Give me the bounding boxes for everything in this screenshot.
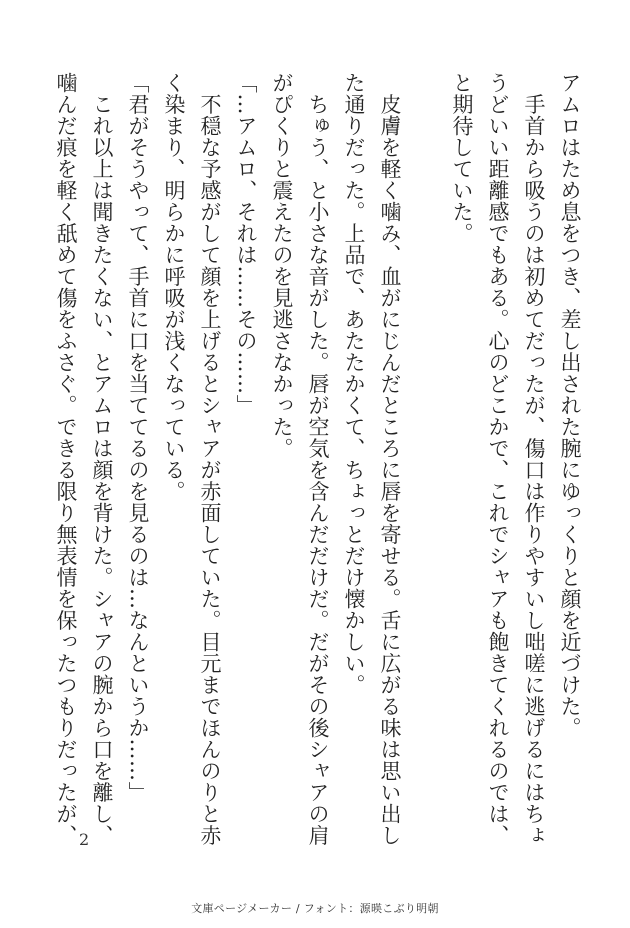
blank-line xyxy=(408,72,444,824)
text-line: 不穏な予感がして顔を上げるとシャアが赤面していた。目元までほんのりと赤 xyxy=(198,72,222,846)
text-line: これ以上は聞きたくない、とアムロは顔を背けた。シャアの腕から口を離し、 xyxy=(90,72,114,846)
vertical-body-text xyxy=(48,72,588,846)
footer-credit: 文庫ページメーカー / フォント：源暎こぶり明朝 xyxy=(191,902,439,915)
text-line: ちゅう、と小さな音がした。唇が空気を含んだだけだ。だがその後シャアの肩 xyxy=(306,72,330,846)
text-line: がぴくりと震えたのを見逃さなかった。 xyxy=(270,72,294,459)
text-line: うどいい距離感でもある。心のどこかで、これでシャアも飽きてくれるのでは、 xyxy=(486,72,510,846)
page-number: 2 xyxy=(79,830,90,849)
text-line: 皮膚を軽く噛み、血がにじんだところに唇を寄せる。舌に広がる味は思い出し xyxy=(378,72,402,846)
text-line: た通りだった。上品で、あたたかくて、ちょっとだけ懐かしい。 xyxy=(342,72,366,696)
text-line: と期待していた。 xyxy=(450,72,474,244)
text-line: く染まり、明らかに呼吸が浅くなっている。 xyxy=(162,72,186,502)
text-line: アムロはため息をつき、差し出された腕にゆっくりと顔を近づけた。 xyxy=(558,72,582,739)
text-line: 手首から吸うのは初めてだったが、傷口は作りやすいし咄嗟に逃げるにはちょ xyxy=(522,72,546,846)
text-line: 噛んだ痕を軽く舐めて傷をふさぐ。できる限り無表情を保ったつもりだったが、 xyxy=(54,72,78,846)
text-line: 「…アムロ、それは……その……」 xyxy=(234,72,258,416)
text-line: 「君がそうやって、手首に口を当ててるのを見るのは…なんというか……」 xyxy=(126,72,150,803)
